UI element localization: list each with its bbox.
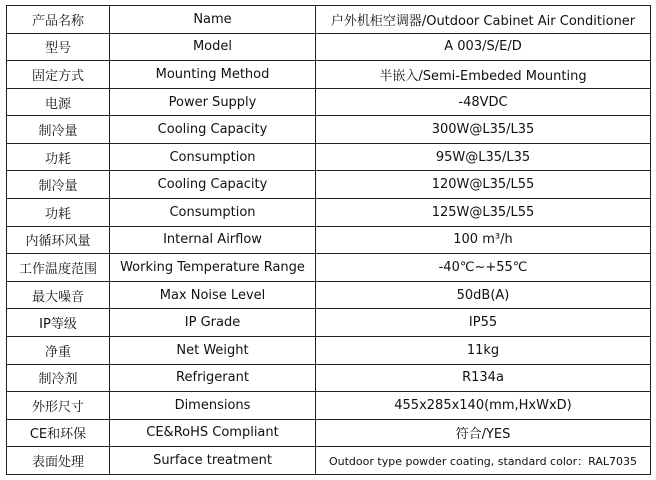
table-row xyxy=(7,392,651,420)
value: 95W@L35/L35 xyxy=(316,143,651,171)
label-zh: 产品名称 xyxy=(7,6,110,34)
label-zh: 内循环风量 xyxy=(7,226,110,254)
label-zh: 型号 xyxy=(7,33,110,61)
table-row xyxy=(7,419,651,447)
label-en: Model xyxy=(110,33,316,61)
value: IP55 xyxy=(316,309,651,337)
label-zh: 表面处理 xyxy=(7,447,110,475)
spec-table-body xyxy=(7,6,651,475)
value: 50dB(A) xyxy=(316,281,651,309)
label-zh: 最大噪音 xyxy=(7,281,110,309)
label-en: Surface treatment xyxy=(110,447,316,475)
value: R134a xyxy=(316,364,651,392)
value: 300W@L35/L35 xyxy=(316,116,651,144)
table-row xyxy=(7,254,651,282)
table-row xyxy=(7,143,651,171)
table-row xyxy=(7,199,651,227)
value: 125W@L35/L55 xyxy=(316,199,651,227)
table-row xyxy=(7,61,651,89)
label-zh: 制冷量 xyxy=(7,116,110,144)
label-en: CE&RoHS Compliant xyxy=(110,419,316,447)
label-zh: 制冷量 xyxy=(7,171,110,199)
value: Outdoor type powder coating, standard color：RAL7035 xyxy=(316,447,651,475)
table-row xyxy=(7,33,651,61)
label-en: Mounting Method xyxy=(110,61,316,89)
label-en: Cooling Capacity xyxy=(110,171,316,199)
label-zh: 功耗 xyxy=(7,143,110,171)
label-en: Max Noise Level xyxy=(110,281,316,309)
label-zh: 固定方式 xyxy=(7,61,110,89)
table-row xyxy=(7,447,651,475)
label-zh: 外形尺寸 xyxy=(7,392,110,420)
label-en: Dimensions xyxy=(110,392,316,420)
label-zh: 制冷剂 xyxy=(7,364,110,392)
table-row xyxy=(7,88,651,116)
value: 符合/YES xyxy=(316,419,651,447)
table-row xyxy=(7,116,651,144)
value: 户外机柜空调器/Outdoor Cabinet Air Conditioner xyxy=(316,6,651,34)
table-row xyxy=(7,226,651,254)
label-en: Internal Airflow xyxy=(110,226,316,254)
label-zh: 工作温度范围 xyxy=(7,254,110,282)
label-zh: 净重 xyxy=(7,336,110,364)
label-en: Name xyxy=(110,6,316,34)
label-en: Refrigerant xyxy=(110,364,316,392)
label-zh: IP等级 xyxy=(7,309,110,337)
value: -48VDC xyxy=(316,88,651,116)
spec-table xyxy=(6,5,651,475)
value: A 003/S/E/D xyxy=(316,33,651,61)
table-row xyxy=(7,171,651,199)
label-zh: 电源 xyxy=(7,88,110,116)
table-row xyxy=(7,364,651,392)
table-row xyxy=(7,6,651,34)
table-row xyxy=(7,336,651,364)
label-en: Working Temperature Range xyxy=(110,254,316,282)
label-zh: CE和环保 xyxy=(7,419,110,447)
table-row xyxy=(7,309,651,337)
label-en: Cooling Capacity xyxy=(110,116,316,144)
label-zh: 功耗 xyxy=(7,199,110,227)
label-en: Consumption xyxy=(110,199,316,227)
table-row xyxy=(7,281,651,309)
value: 半嵌入/Semi-Embeded Mounting xyxy=(316,61,651,89)
label-en: IP Grade xyxy=(110,309,316,337)
value: -40℃~+55℃ xyxy=(316,254,651,282)
value: 100 m³/h xyxy=(316,226,651,254)
value: 120W@L35/L55 xyxy=(316,171,651,199)
label-en: Power Supply xyxy=(110,88,316,116)
value: 11kg xyxy=(316,336,651,364)
label-en: Net Weight xyxy=(110,336,316,364)
value: 455x285x140(mm,HxWxD) xyxy=(316,392,651,420)
label-en: Consumption xyxy=(110,143,316,171)
